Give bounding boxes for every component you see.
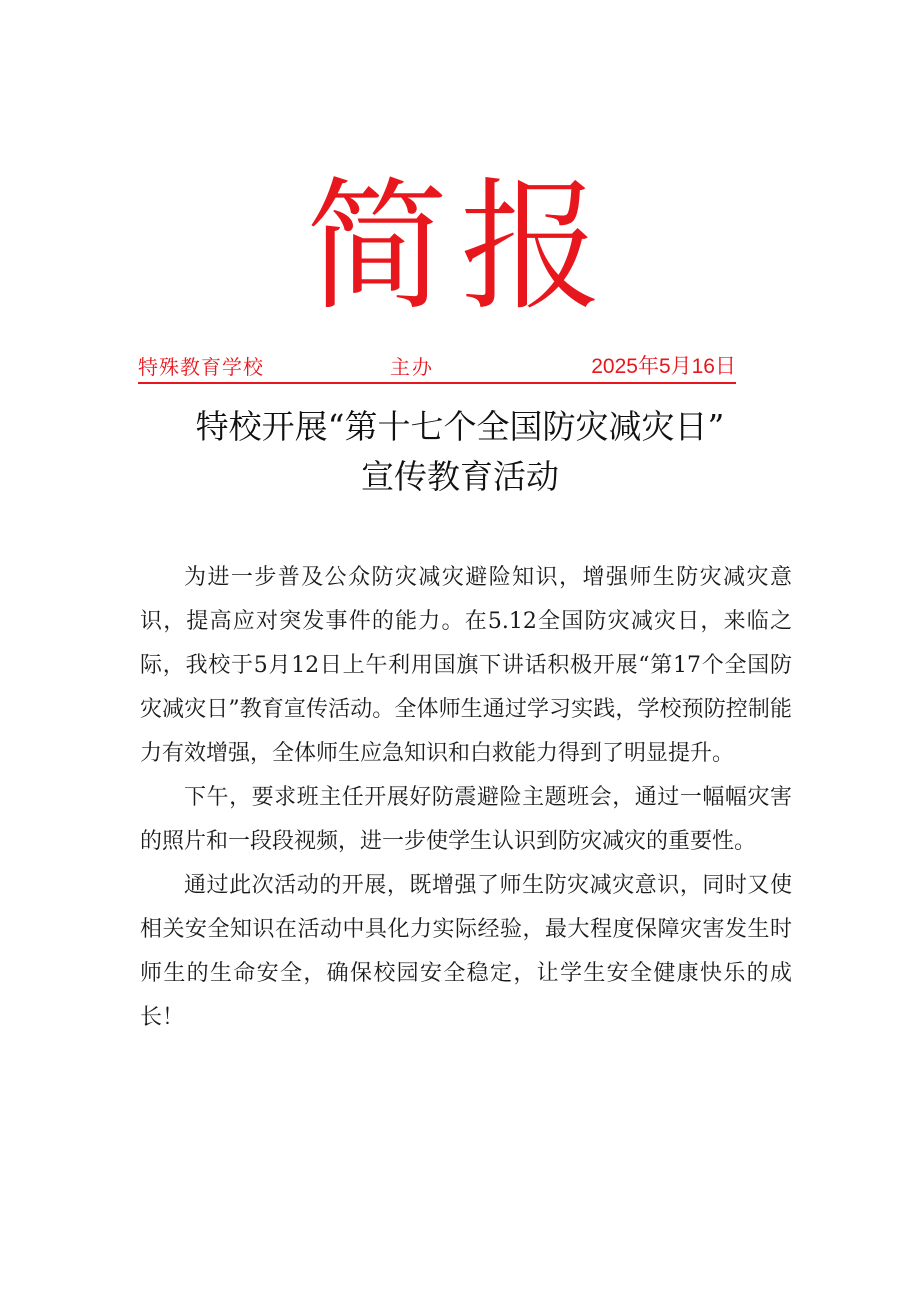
article-body [140, 556, 792, 1040]
sponsor-label: 主办 [390, 355, 434, 379]
article-title-line-1: 特校开展“第十七个全国防灾减灾日” [195, 407, 725, 446]
article-title-line-2: 宣传教育活动 [361, 457, 559, 496]
issue-date: 2025年5月16日 [591, 355, 736, 378]
info-bar [138, 352, 736, 384]
masthead-title: 简报 [306, 165, 614, 330]
paragraph-3: 通过此次活动的开展，既增强了师生防灾减灾意识，同时又使相关安全知识在活动中具化力实际经验，最大程度保障灾害发生时师生的生命安全，确保校园安全稳定，让学生安全健康快乐的成长！ [140, 873, 792, 1030]
organization-name: 特殊教育学校 [138, 355, 264, 379]
paragraph-2: 下午，要求班主任开展好防震避险主题班会，通过一幅幅灾害的照片和一段段视频，进一步使学生认识到防灾减灾的重要性。 [140, 785, 792, 854]
paragraph-1: 为进一步普及公众防灾减灾避险知识，增强师生防灾减灾意识，提高应对突发事件的能力。在5.12全国防灾减灾日，来临之际，我校于5月12日上午利用国旗下讲话积极开展“第17个全国防灾减灾日”教育宣传活动。全体师生通过学习实践，学校预防控制能力有效增强，全体师生应急知识和白救能力得到了明显提升。 [140, 565, 792, 766]
